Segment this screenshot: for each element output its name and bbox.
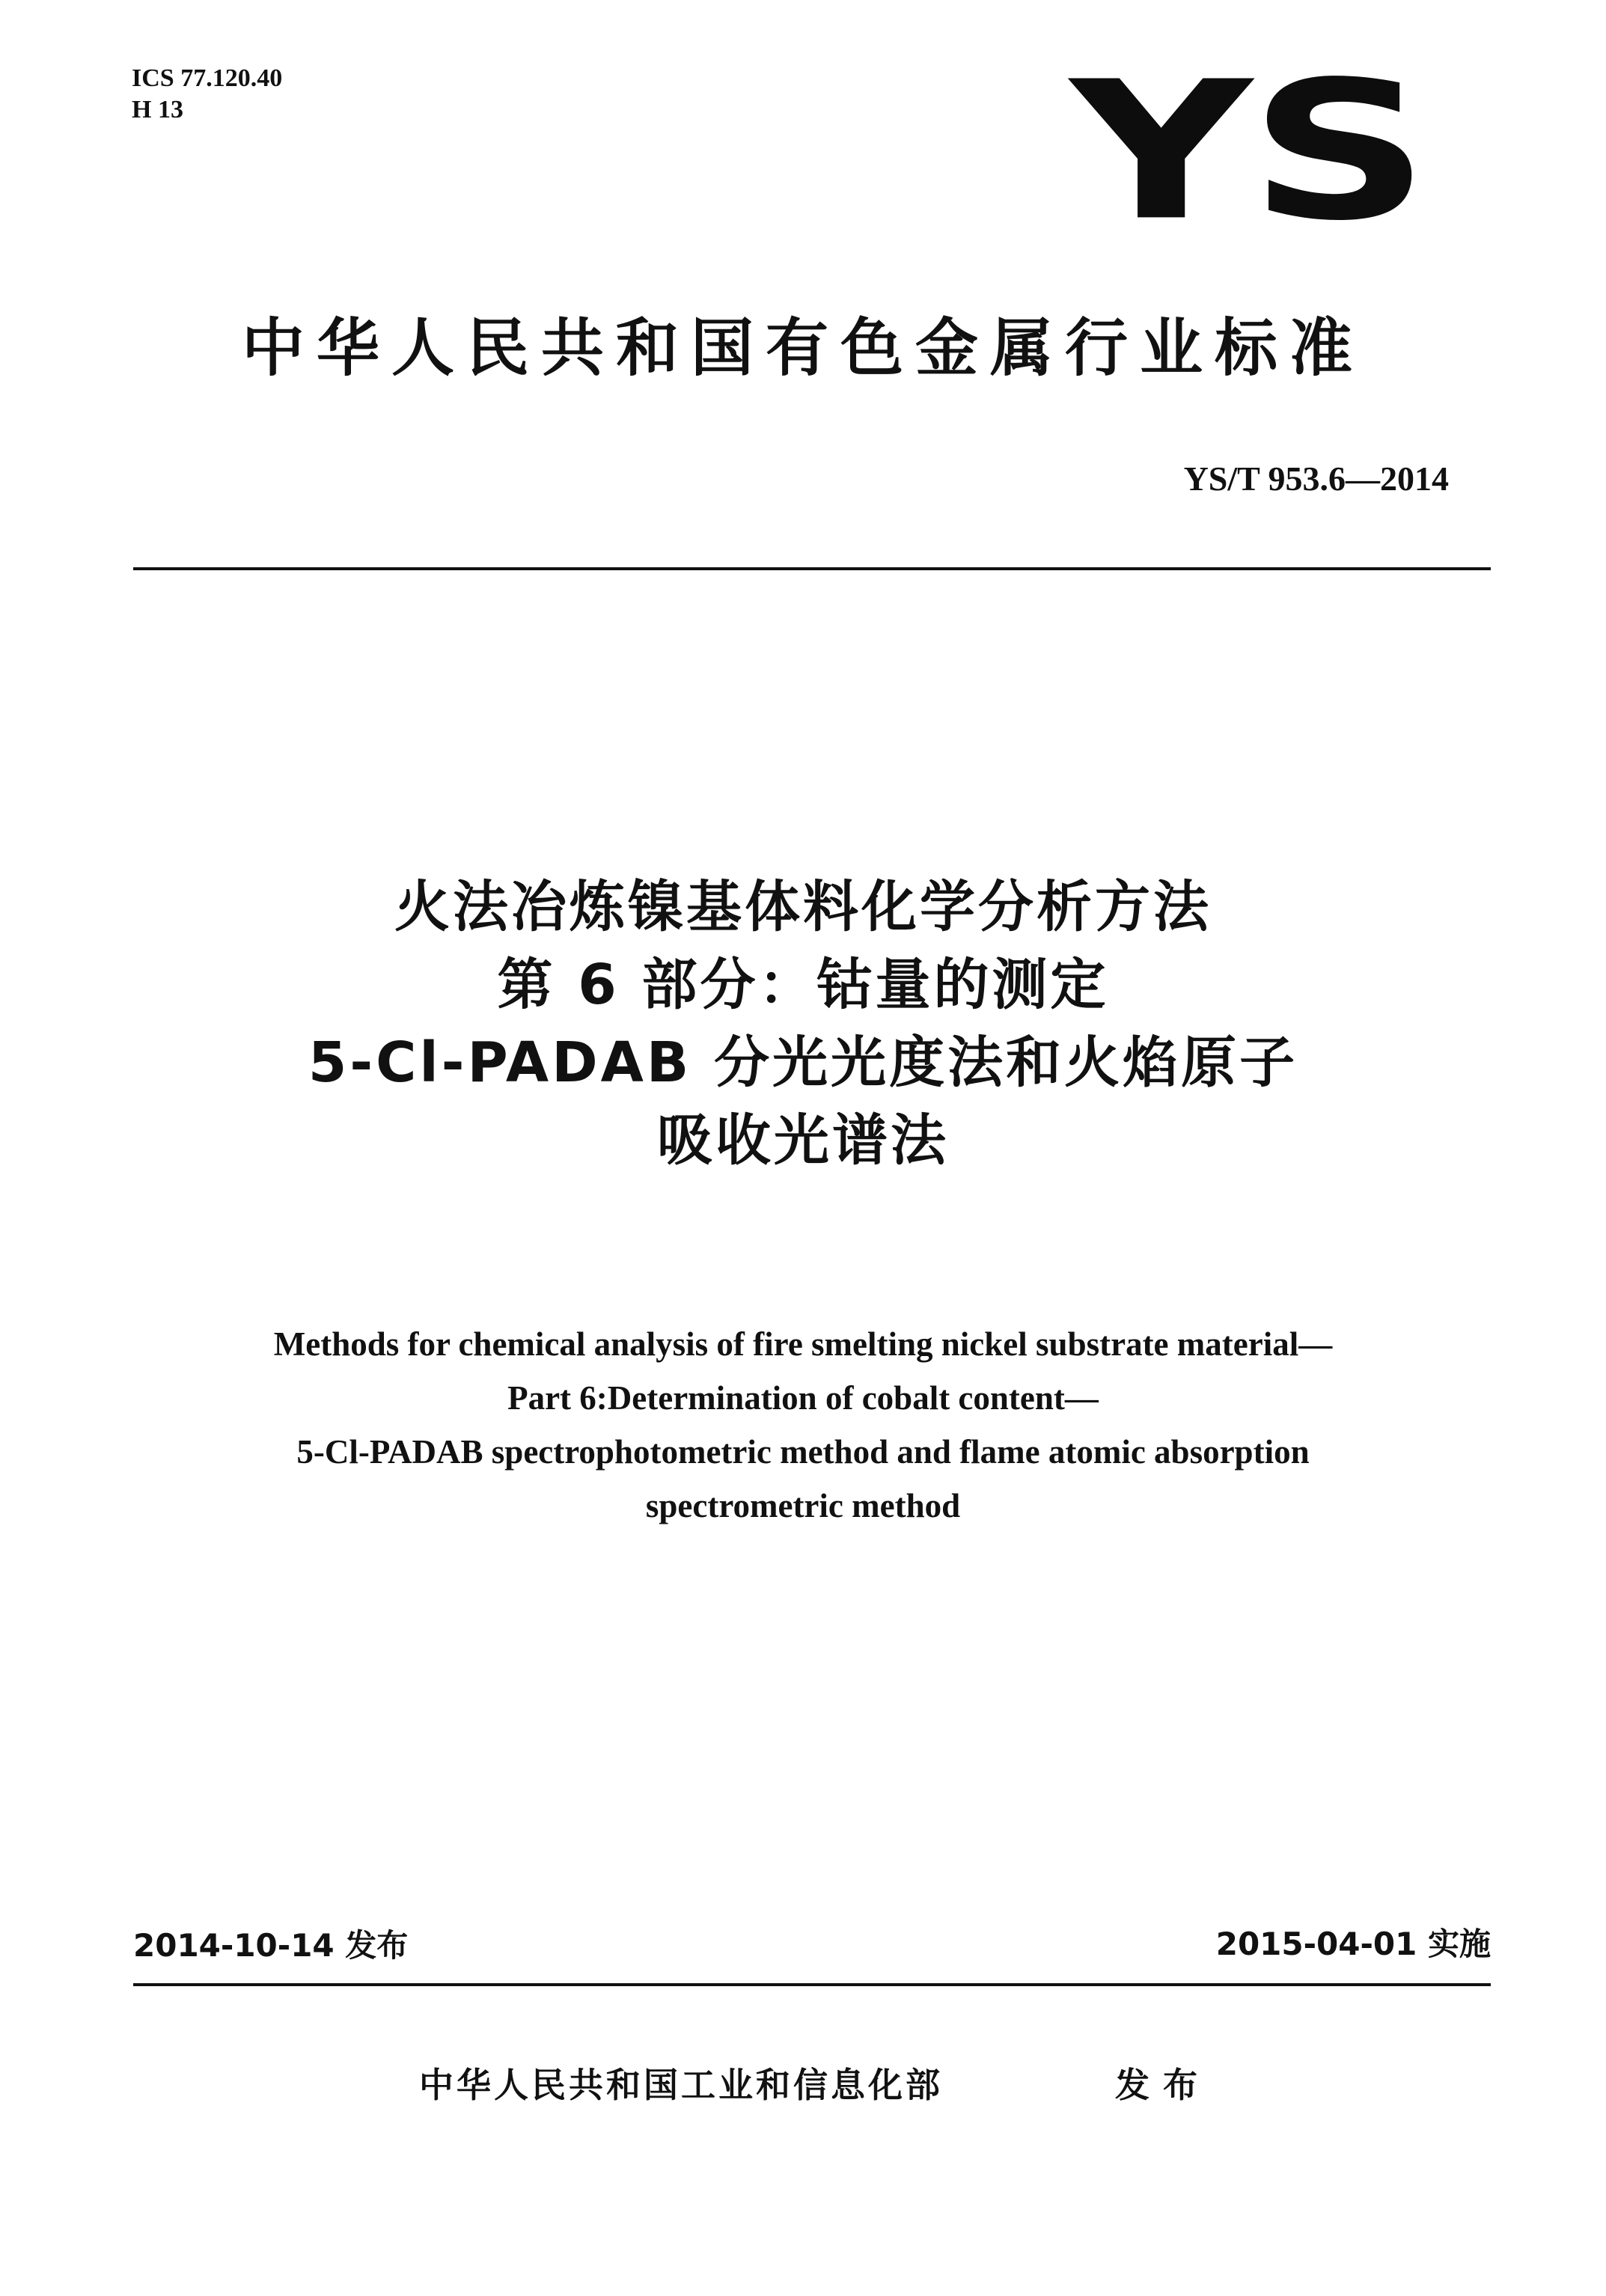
ics-code: ICS 77.120.40 [132,64,283,92]
top-divider [133,567,1491,570]
issue-date: 2014-10-14 发布 [133,1927,409,1964]
chinese-title [0,868,1606,1179]
ccs-code: H 13 [132,96,183,123]
english-title-line-1: Methods for chemical analysis of fire smelting nickel substrate material— [273,1325,1333,1363]
english-title-line-4: spectrometric method [645,1487,961,1524]
chinese-title-line-3: 5-Cl-PADAB 分光光度法和火焰原子 [308,1031,1298,1095]
chinese-title-line-4: 吸收光谱法 [657,1108,949,1173]
english-title-line-2: Part 6:Determination of cobalt content— [507,1379,1099,1417]
chinese-title-line-2: 第 6 部分：钴量的测定 [497,953,1109,1017]
ys-logo-text: YS [1070,40,1427,263]
ys-logo [1070,40,1444,263]
english-title [0,1317,1606,1533]
classification-codes [132,63,282,126]
english-title-line-3: 5-Cl-PADAB spectrophotometric method and flame atomic absorption [296,1433,1310,1471]
implementation-date: 2015-04-01 实施 [1215,1926,1491,1962]
issuing-action: 发布 [1115,2065,1211,2105]
standard-number: YS/T 953.6—2014 [1183,459,1449,498]
standard-category-title: 中华人民共和国有色金属行业标准 [241,311,1364,385]
issuing-authority: 中华人民共和国工业和信息化部 [419,2065,943,2105]
chinese-title-line-1: 火法冶炼镍基体料化学分析方法 [394,875,1212,939]
bottom-divider [133,1983,1491,1986]
